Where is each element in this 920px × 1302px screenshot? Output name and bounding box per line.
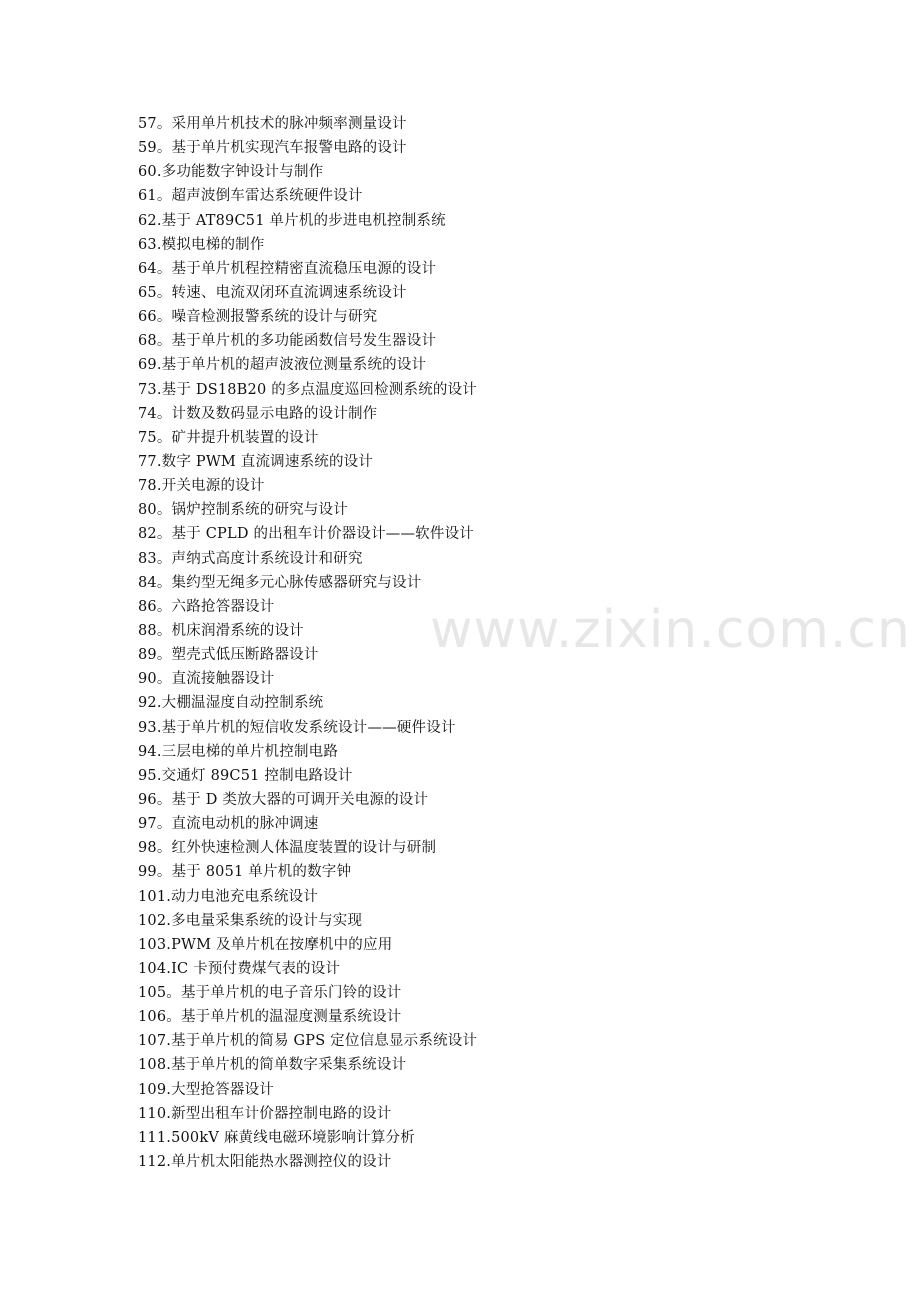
list-item: 68。基于单片机的多功能函数信号发生器设计 bbox=[138, 333, 437, 350]
list-item: 80。锅炉控制系统的研究与设计 bbox=[138, 502, 348, 519]
list-item: 61。超声波倒车雷达系统硬件设计 bbox=[138, 188, 363, 205]
list-item: 97。直流电动机的脉冲调速 bbox=[138, 816, 319, 833]
list-item: 62.基于 AT89C51 单片机的步进电机控制系统 bbox=[138, 212, 446, 229]
list-item: 59。基于单片机实现汽车报警电路的设计 bbox=[138, 140, 407, 157]
topic-list bbox=[138, 112, 477, 1174]
list-item: 106。基于单片机的温湿度测量系统设计 bbox=[138, 1009, 402, 1026]
list-item: 99。基于 8051 单片机的数字钟 bbox=[138, 864, 352, 881]
list-item: 94.三层电梯的单片机控制电路 bbox=[138, 743, 339, 760]
list-item: 90。直流接触器设计 bbox=[138, 671, 275, 688]
list-item: 74。计数及数码显示电路的设计制作 bbox=[138, 405, 378, 422]
list-item: 89。塑壳式低压断路器设计 bbox=[138, 647, 319, 664]
list-item: 64。基于单片机程控精密直流稳压电源的设计 bbox=[138, 260, 437, 277]
watermark: www.zixin.com.cn bbox=[430, 600, 911, 660]
list-item: 57。采用单片机技术的脉冲频率测量设计 bbox=[138, 116, 407, 132]
list-item: 60.多功能数字钟设计与制作 bbox=[138, 164, 324, 181]
list-item: 96。基于 D 类放大器的可调开关电源的设计 bbox=[138, 791, 429, 808]
list-item: 112.单片机太阳能热水器测控仪的设计 bbox=[138, 1154, 392, 1171]
list-item: 75。矿井提升机装置的设计 bbox=[138, 429, 319, 446]
list-item: 65。转速、电流双闭环直流调速系统设计 bbox=[138, 284, 407, 301]
list-item: 102.多电量采集系统的设计与实现 bbox=[138, 912, 363, 929]
list-item: 95.交通灯 89C51 控制电路设计 bbox=[138, 767, 353, 784]
list-item: 109.大型抢答器设计 bbox=[138, 1081, 274, 1098]
list-item: 88。机床润滑系统的设计 bbox=[138, 622, 304, 639]
list-item: 66。噪音检测报警系统的设计与研究 bbox=[138, 309, 378, 326]
list-item: 73.基于 DS18B20 的多点温度巡回检测系统的设计 bbox=[138, 381, 477, 398]
list-item: 63.模拟电梯的制作 bbox=[138, 236, 265, 253]
list-item: 101.动力电池充电系统设计 bbox=[138, 888, 319, 905]
list-item: 82。基于 CPLD 的出租车计价器设计——软件设计 bbox=[138, 526, 474, 543]
list-item: 111.500kV 麻黄线电磁环境影响计算分析 bbox=[138, 1129, 415, 1146]
list-item: 98。红外快速检测人体温度装置的设计与研制 bbox=[138, 840, 437, 857]
list-item: 107.基于单片机的简易 GPS 定位信息显示系统设计 bbox=[138, 1033, 478, 1050]
list-item: 103.PWM 及单片机在按摩机中的应用 bbox=[138, 936, 393, 953]
list-item: 108.基于单片机的简单数字采集系统设计 bbox=[138, 1057, 407, 1074]
list-item: 92.大棚温湿度自动控制系统 bbox=[138, 695, 324, 712]
list-item: 77.数字 PWM 直流调速系统的设计 bbox=[138, 453, 374, 470]
list-item: 86。六路抢答器设计 bbox=[138, 598, 275, 615]
list-item: 93.基于单片机的短信收发系统设计——硬件设计 bbox=[138, 719, 456, 736]
list-item: 83。声纳式高度计系统设计和研究 bbox=[138, 550, 363, 567]
list-item: 104.IC 卡预付费煤气表的设计 bbox=[138, 960, 341, 977]
list-item: 105。基于单片机的电子音乐门铃的设计 bbox=[138, 985, 402, 1002]
list-item: 69.基于单片机的超声波液位测量系统的设计 bbox=[138, 357, 427, 374]
list-item: 78.开关电源的设计 bbox=[138, 478, 265, 495]
list-item: 110.新型出租车计价器控制电路的设计 bbox=[138, 1105, 392, 1122]
list-item: 84。集约型无绳多元心脉传感器研究与设计 bbox=[138, 574, 422, 591]
